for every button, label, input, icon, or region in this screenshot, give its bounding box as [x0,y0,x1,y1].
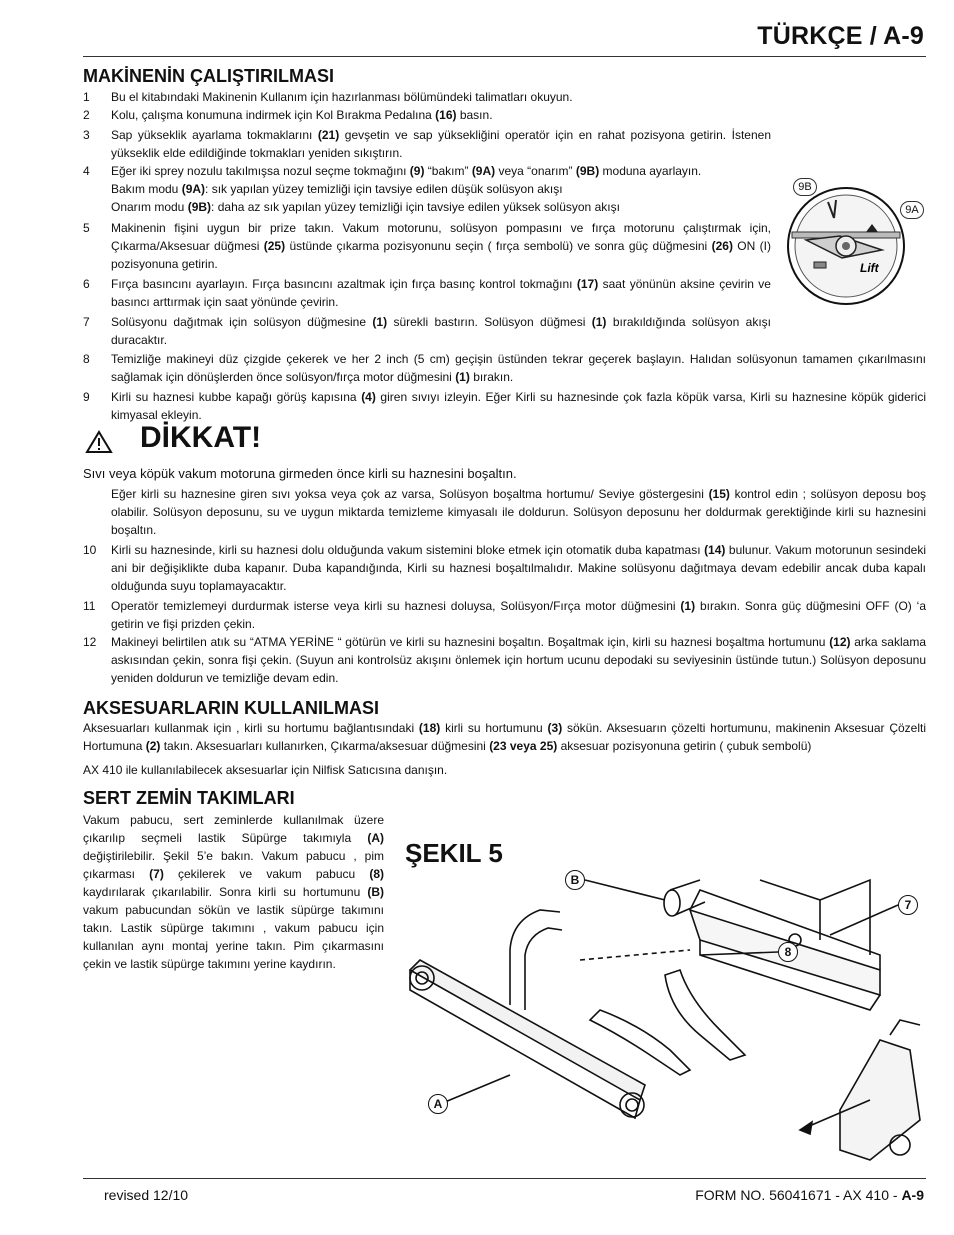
list-item-number: 11 [83,599,96,613]
list-item-number: 9 [83,390,90,404]
page-header-title: TÜRKÇE / A-9 [757,22,924,50]
list-item-number: 5 [83,221,90,235]
label-9a: 9A [900,201,924,219]
section-title-accessories: AKSESUARLARIN KULLANILMASI [83,698,379,718]
figure-title: ŞEKIL 5 [405,838,503,868]
figure-label-7: 7 [898,895,918,915]
list-item [83,313,926,349]
list-item [83,597,926,633]
footer-revised: revised 12/10 [104,1187,189,1203]
list-item-number: 4 [83,164,90,178]
list-item-text: Kolu, çalışma konumuna indirmek için Kol Bırakma Pedalına (16) basın. [111,108,493,122]
list-item [83,106,926,124]
svg-text:Lift: Lift [860,261,879,275]
list-item-text: Operatör temizlemeyi durdurmak isterse veya kirli su haznesi doluysa, Solüsyon/Fırça motor düğmesini (1) bırakın. Sonra güç düğmesini OFF (O) ‘a getirin ve fişi prizden çekin. [111,599,926,631]
list-item-number: 1 [83,90,90,104]
hard-floor-paragraph: Vakum pabucu, sert zeminlerde kullanılmak üzere çıkarılıp seçmeli lastik Süpürge takımıyla (A) değiştirilebilir. Şekil 5’e bakın. Vakum pabucu , pim çıkarması (7) çekilerek ve vakum pabucu (8) kaydırılarak çıkarılabilir. Sonra kirli su hortumunu (B) vakum pabucundan sökün ve lastik süpürge takımını takın. Lastik süpürge takımını , vakum pabucu için kullanılan aynı montaj yerine takın. Pim çıkarmasını çekin ve lastik süpürge takımını yerine kaydırın. [83,813,385,971]
list-item [83,633,926,687]
figure-5-illustration [400,860,930,1170]
list-item-text: Solüsyonu dağıtmak için solüsyon düğmesine (1) sürekli bastırın. Solüsyon düğmesi (1) bırakıldığında solüsyon akışı duracaktır. [111,315,772,347]
list-item-number: 2 [83,108,90,122]
figure-label-b: B [565,870,585,890]
list-item-number: 10 [83,543,97,557]
figure-label-a: A [428,1094,448,1114]
list-item-number: 12 [83,635,97,649]
list-item-text: Bu el kitabındaki Makinenin Kullanım için hazırlanması bölümündeki talimatları okuyun. [111,90,573,104]
caution-text: Sıvı veya köpük vakum motoruna girmeden önce kirli su haznesini boşaltın. [83,466,517,481]
caution-title: DİKKAT! [140,421,262,454]
section-title-hard-floor: SERT ZEMİN TAKIMLARI [83,788,295,808]
header-rule [83,56,926,57]
warning-triangle-icon [85,430,113,454]
list-item-text: Fırça basıncını ayarlayın. Fırça basıncını azaltmak için fırça basınç kontrol tokmağını (17) saat yönünün aksine çevirin ve basıncı arttırmak için saat yönünde çevirin. [111,277,771,309]
list-item [83,541,926,595]
label-9b: 9B [793,178,817,196]
list-item [83,350,926,386]
list-item-number: 3 [83,128,90,142]
nozzle-selector-dial-illustration [770,176,926,306]
caution-note: Eğer kirli su haznesine giren sıvı yoksa veya çok az varsa, Solüsyon boşaltma hortumu/ Seviye göstergesini (15) kontrol edin ; solüsyon deposu boş olabilir. Solüsyon deposunu, su ve uygun miktarda temizleme kimyasalı ile doldurun. Solüsyon deposunu her doldurmak gerektiğinde kirli su haznesini boşaltın. [111,487,927,537]
footer-page-number: A-9 [901,1187,924,1203]
figure-label-8: 8 [778,942,798,962]
list-item [83,126,926,162]
list-item-text: Makinenin fişini uygun bir prize takın. Vakum motorunu, solüsyon pompasını ve fırça motorunu çalıştırmak için, Çıkarma/Aksesuar düğmesi (25) üstünde çıkarma pozisyonunu seçin ( fırça sembolü) ve sonra güç düğmesini (26) ON (I) pozisyonuna getirin. [111,221,771,271]
list-item-text: Sap yükseklik ayarlama tokmaklarını (21) gevşetin ve sap yüksekliğini operatör için en rahat pozisyona getirin. İstenen yükseklik elde edildiğinde tokmakları yeniden sıkıştırın. [111,128,772,160]
list-item-text: Temizliğe makineyi düz çizgide çekerek ve her 2 inch (5 cm) geçişin üstünden tekrar geçerek başlayın. Halıdan solüsyonun tamamen çıkarılmasını sağlamak için dönüşlerden önce solüsyon/fırça motor düğmesini (1) bırakın. [111,352,926,384]
list-item-number: 7 [83,315,90,329]
list-item-text: Kirli su haznesi kubbe kapağı görüş kapısına (4) giren sıvıyı izleyin. Eğer Kirli su haznesinde çok fazla köpük varsa, Kirli su haznesine köpük giderici kimyasal ekleyin. [111,390,927,422]
footer-form-number [695,1187,924,1203]
list-item-text: Eğer iki sprey nozulu takılmışsa nozul seçme tokmağını (9) “bakım” (9A) veya “onarım” (9B) moduna ayarlayın. Bakım modu (9A): sık yapılan yüzey temizliği için tavsiye edilen düşük solüsyon akışı Onarım modu (9B): daha az sık yapılan yüzey temizliği için tavsiye edilen yüksek solüsyon akışı [111,164,702,214]
list-item [83,88,926,106]
list-item-text: Kirli su haznesinde, kirli su haznesi dolu olduğunda vakum sistemini bloke etmek için otomatik duba kapatması (14) bulunur. Vakum motorunun sesindeki ani bir değişiklikte duba kapanır. Duba kapandığında, Kirli su haznesi boşaltılmalıdır. Makine solüsyonu dağıtmaya devam edebilir ancak duba kapalı olduğunda suyu toplamayacaktır. [111,543,926,593]
footer-form-text: FORM NO. 56041671 - AX 410 - [695,1187,902,1203]
footer-rule [83,1178,926,1179]
list-item [83,388,926,424]
list-item-number: 8 [83,352,90,366]
list-item-number: 6 [83,277,90,291]
accessories-dealer-note: AX 410 ile kullanılabilecek aksesuarlar için Nilfisk Satıcısına danışın. [83,763,448,777]
section-title-operation: MAKİNENİN ÇALIŞTIRILMASI [83,66,334,86]
accessories-paragraph: Aksesuarları kullanmak için , kirli su hortumu bağlantısındaki (18) kirli su hortumunu (3) sökün. Aksesuarın çözelti hortumunu, makinenin Aksesuar Çözelti Hortumuna (2) takın. Aksesuarları kullanırken, Çıkarma/aksesuar düğmesini (23 veya 25) aksesuar pozisyonuna getirin ( çubuk sembolü) [83,721,927,753]
list-item-text: Makineyi belirtilen atık su “ATMA YERİNE “ götürün ve kirli su haznesini boşaltın. Boşaltmak için, kirli su haznesi boşaltma hortumunu (12) arka saklama askısından çekin, sonra fişi çekin. (Suyun ani kontrolsüz akışını önlemek için hortum ucunu depodaki su seviyesinin üstünde tutun.) Solüsyon deposunu yeniden doldurun ve temizliğe devam edin. [111,635,926,685]
